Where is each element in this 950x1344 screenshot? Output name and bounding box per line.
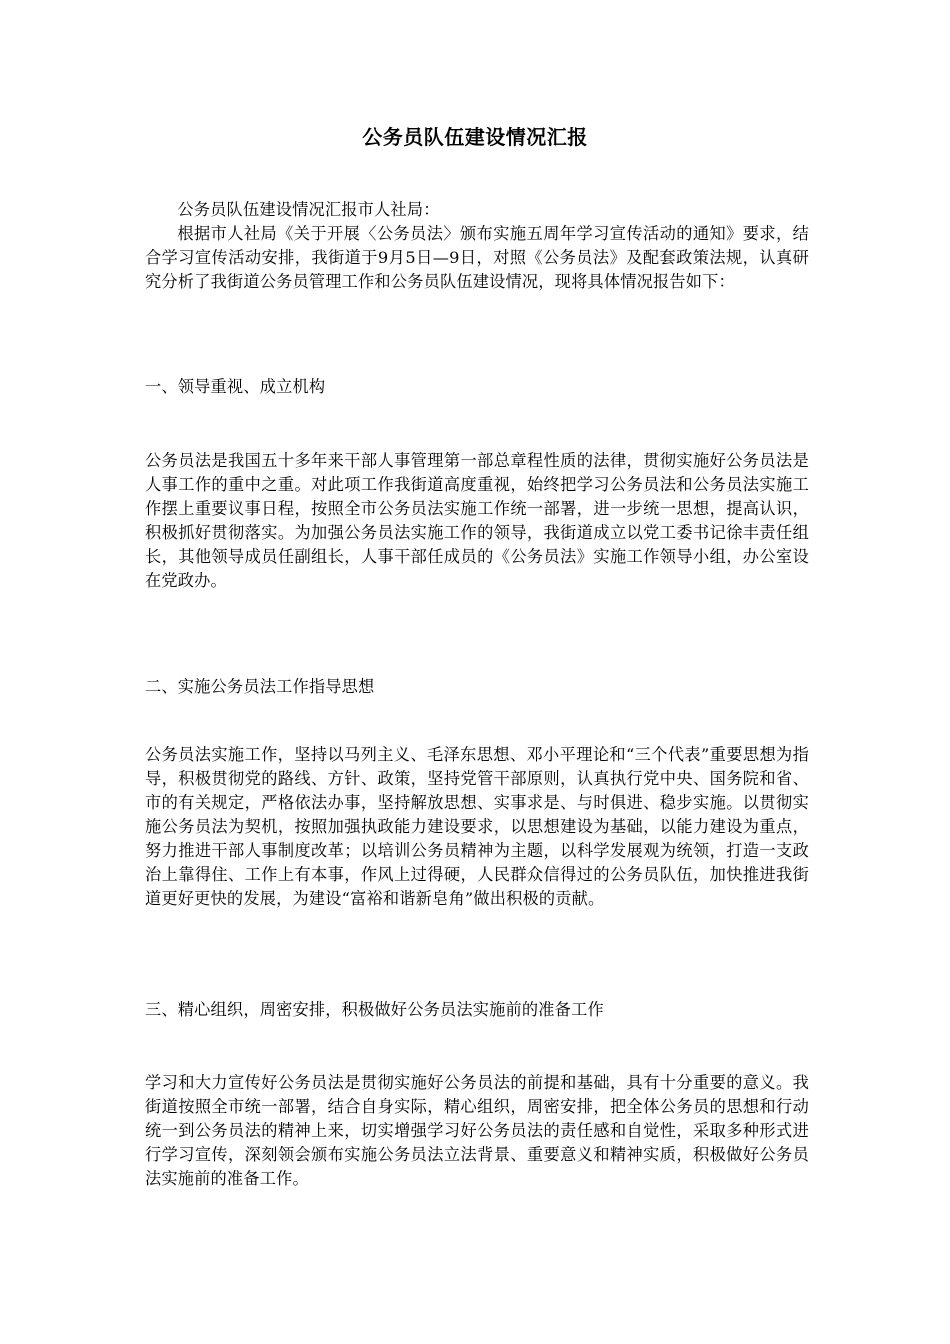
section-heading-1: 一、领导重视、成立机构 [145,377,326,396]
section-body-3: 学习和大力宣传好公务员法是贯彻实施好公务员法的前提和基础，具有十分重要的意义。我街道按照全市统一部署，结合自身实际，精心组织，周密安排，把全体公务员的思想和行动统一到公务员法的精神上来，切实增强学习好公务员法的责任感和自觉性，采取多种形式进行学习宣传，深刻领会颁布实施公务员法立法背景、重要意义和精神实质，积极做好公务员法实施前的准备工作。 [145,1073,809,1188]
intro-line: 公务员队伍建设情况汇报市人社局： [177,200,440,219]
intro-block [145,198,809,294]
section-body-3-block [145,1071,809,1191]
intro-paragraph: 根据市人社局《关于开展〈公务员法〉颁布实施五周年学习宣传活动的通知》要求，结合学习宣传活动安排，我街道于9月5日—9日，对照《公务员法》及配套政策法规，认真研究分析了我街道公务员管理工作和公务员队伍建设情况，现将具体情况报告如下： [145,224,809,291]
document-title: 公务员队伍建设情况汇报 [362,125,588,149]
section-body-1-block [145,449,809,593]
section-body-1: 公务员法是我国五十多年来干部人事管理第一部总章程性质的法律，贯彻实施好公务员法是人事工作的重中之重。对此项工作我街道高度重视，始终把学习公务员法和公务员法实施工作摆上重要议事日程，按照全市公务员法实施工作统一部署，进一步统一思想，提高认识，积极抓好贯彻落实。为加强公务员法实施工作的领导，我街道成立以党工委书记徐丰责任组长，其他领导成员任副组长，人事干部任成员的《公务员法》实施工作领导小组，办公室设在党政办。 [145,451,809,590]
section-heading-2: 二、实施公务员法工作指导思想 [145,677,375,696]
section-body-2: 公务员法实施工作，坚持以马列主义、毛泽东思想、邓小平理论和“三个代表”重要思想为指导，积极贯彻党的路线、方针、政策，坚持党管干部原则，认真执行党中央、国务院和省、市的有关规定，严格依法办事，坚持解放思想、实事求是、与时俱进、稳步实施。以贯彻实施公务员法为契机，按照加强执政能力建设要求，以思想建设为基础，以能力建设为重点，努力推进干部人事制度改革；以培训公务员精神为主题，以科学发展观为统领，打造一支政治上靠得住、工作上有本事，作风上过得硬，人民群众信得过的公务员队伍，加快推进我街道更好更快的发展，为建设“富裕和谐新皂角”做出积极的贡献。 [145,745,809,908]
section-heading-3: 三、精心组织，周密安排，积极做好公务员法实施前的准备工作 [145,1000,604,1019]
section-body-2-block [145,743,809,911]
